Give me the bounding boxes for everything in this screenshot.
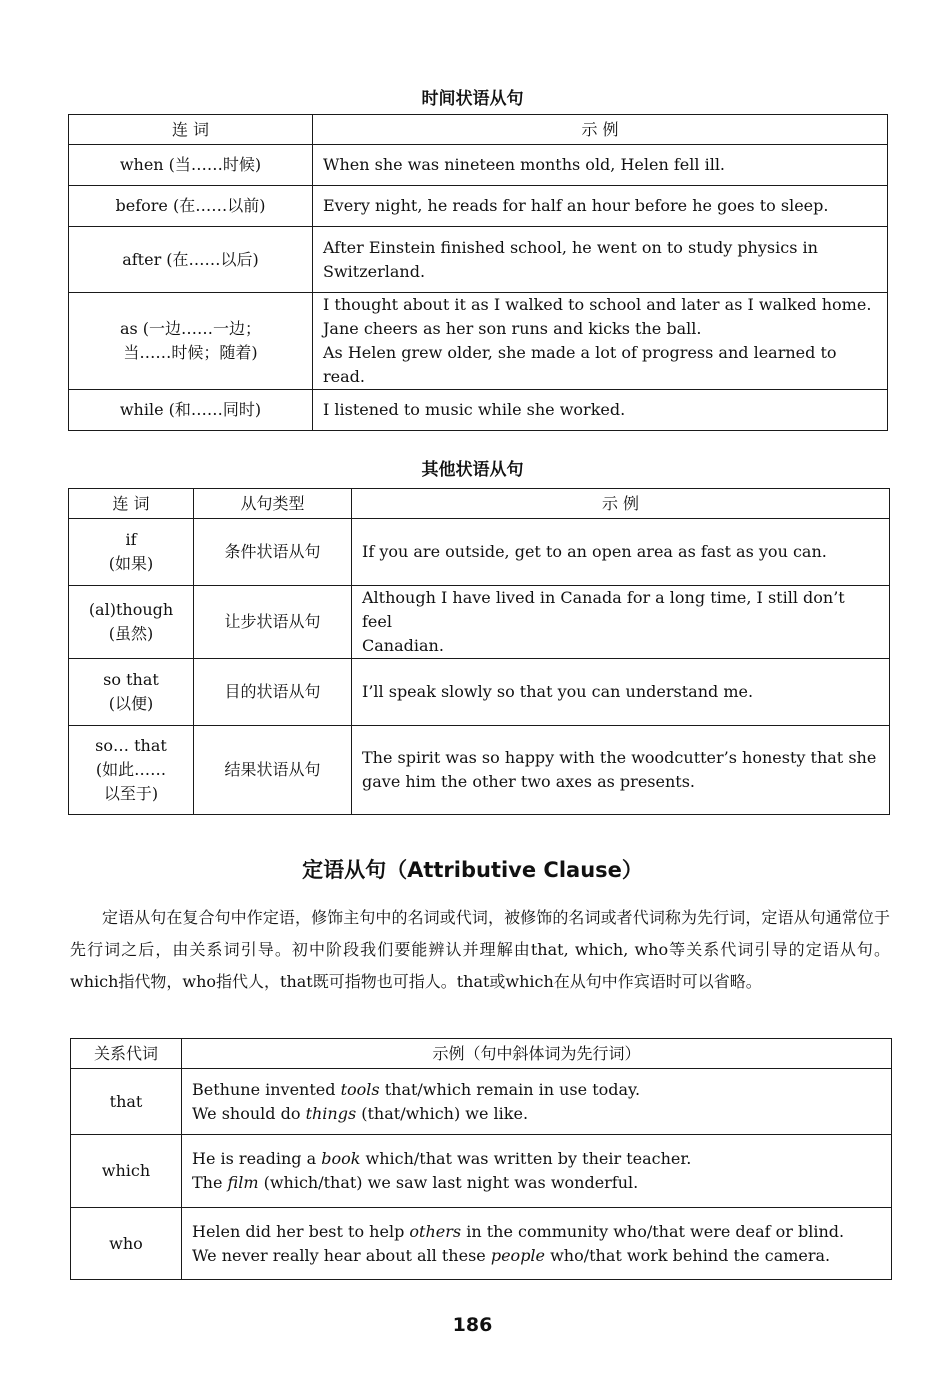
time-clauses-caption: 时间状语从句 (421, 89, 524, 109)
table-row (69, 659, 890, 726)
conjunction-cell: when (当……时候) (69, 145, 313, 186)
example-line: We never really hear about all these people who/that work behind the camera. (192, 1245, 831, 1265)
header-example: 示 例 (352, 489, 890, 519)
table-row (69, 293, 888, 390)
table-row (69, 186, 888, 227)
table-header-row (69, 115, 888, 145)
section-title: 定语从句（Attributive Clause） (302, 858, 643, 882)
body-paragraph: 定语从句在复合句中作定语，修饰主句中的名词或代词，被修饰的名词或者代词称为先行词，定语从句通常位于先行词之后，由关系词引导。初中阶段我们要能辨认并理解由that, which, who等关系代词引导的定语从句。which指代物，who指代人，that既可指物也可指人。that或which在从句中作宾语时可以省略。 (70, 908, 890, 991)
example-line: Bethune invented tools that/which remain in use today. (192, 1079, 641, 1099)
conjunction-cell: if (如果) (69, 519, 194, 586)
antecedent: others (409, 1221, 462, 1241)
conjunction-cell: so… that (如此…… 以至于) (69, 726, 194, 815)
example-cell (182, 1208, 892, 1280)
table-row (69, 145, 888, 186)
other-clauses-caption: 其他状语从句 (421, 460, 524, 480)
example-cell: After Einstein finished school, he went on to study physics in Switzerland. (313, 227, 888, 293)
table-row (71, 1069, 892, 1135)
pronoun-cell: who (71, 1208, 182, 1280)
table-row (71, 1208, 892, 1280)
example-cell: The spirit was so happy with the woodcutter’s honesty that she gave him the other two axes as presents. (352, 726, 890, 815)
page-number: 186 (452, 1314, 493, 1336)
conjunction-cell: (al)though (虽然) (69, 586, 194, 659)
clause-type-cell: 目的状语从句 (194, 659, 352, 726)
example-line: Helen did her best to help others in the community who/that were deaf or blind. (192, 1221, 845, 1241)
table-row (69, 390, 888, 431)
header-pronoun: 关系代词 (71, 1039, 182, 1069)
header-example: 示例（句中斜体词为先行词） (182, 1039, 892, 1069)
example-line: We should do things (that/which) we like. (192, 1103, 529, 1123)
example-cell (182, 1135, 892, 1208)
antecedent: book (321, 1149, 361, 1168)
header-clause-type: 从句类型 (194, 489, 352, 519)
pronoun-cell: that (71, 1069, 182, 1135)
table-row (69, 726, 890, 815)
header-conjunction: 连 词 (69, 489, 194, 519)
example-cell: I’ll speak slowly so that you can understand me. (352, 659, 890, 726)
example-cell: When she was nineteen months old, Helen fell ill. (313, 145, 888, 186)
conjunction-cell: as (一边……一边； 当……时候；随着) (69, 293, 313, 390)
antecedent: people (490, 1245, 546, 1265)
example-cell: Every night, he reads for half an hour before he goes to sleep. (313, 186, 888, 227)
table-header-row (69, 489, 890, 519)
other-clauses-table (68, 488, 890, 815)
conjunction-cell: after (在……以后) (69, 227, 313, 293)
header-conjunction: 连 词 (69, 115, 313, 145)
clause-type-cell: 让步状语从句 (194, 586, 352, 659)
example-cell: If you are outside, get to an open area as fast as you can. (352, 519, 890, 586)
example-line: The film (which/that) we saw last night was wonderful. (192, 1173, 639, 1192)
relative-pronoun-table (70, 1038, 892, 1280)
table-row (69, 519, 890, 586)
antecedent: film (227, 1173, 259, 1192)
pronoun-cell: which (71, 1135, 182, 1208)
table-row (69, 586, 890, 659)
antecedent: tools (340, 1079, 380, 1099)
time-clauses-table (68, 114, 888, 431)
conjunction-cell: so that (以便) (69, 659, 194, 726)
conjunction-cell: before (在……以前) (69, 186, 313, 227)
antecedent: things (305, 1103, 357, 1123)
header-example: 示 例 (313, 115, 888, 145)
table-header-row (71, 1039, 892, 1069)
example-line: He is reading a book which/that was written by their teacher. (192, 1149, 692, 1168)
clause-type-cell: 条件状语从句 (194, 519, 352, 586)
example-cell (182, 1069, 892, 1135)
example-cell: I thought about it as I walked to school and later as I walked home. Jane cheers as her son runs and kicks the ball. As Helen grew older, she made a lot of progress and learned to read. (313, 293, 888, 390)
clause-type-cell: 结果状语从句 (194, 726, 352, 815)
conjunction-cell: while (和……同时) (69, 390, 313, 431)
example-cell: I listened to music while she worked. (313, 390, 888, 431)
table-row (69, 227, 888, 293)
table-row (71, 1135, 892, 1208)
example-cell: Although I have lived in Canada for a long time, I still don’t feel Canadian. (352, 586, 890, 659)
